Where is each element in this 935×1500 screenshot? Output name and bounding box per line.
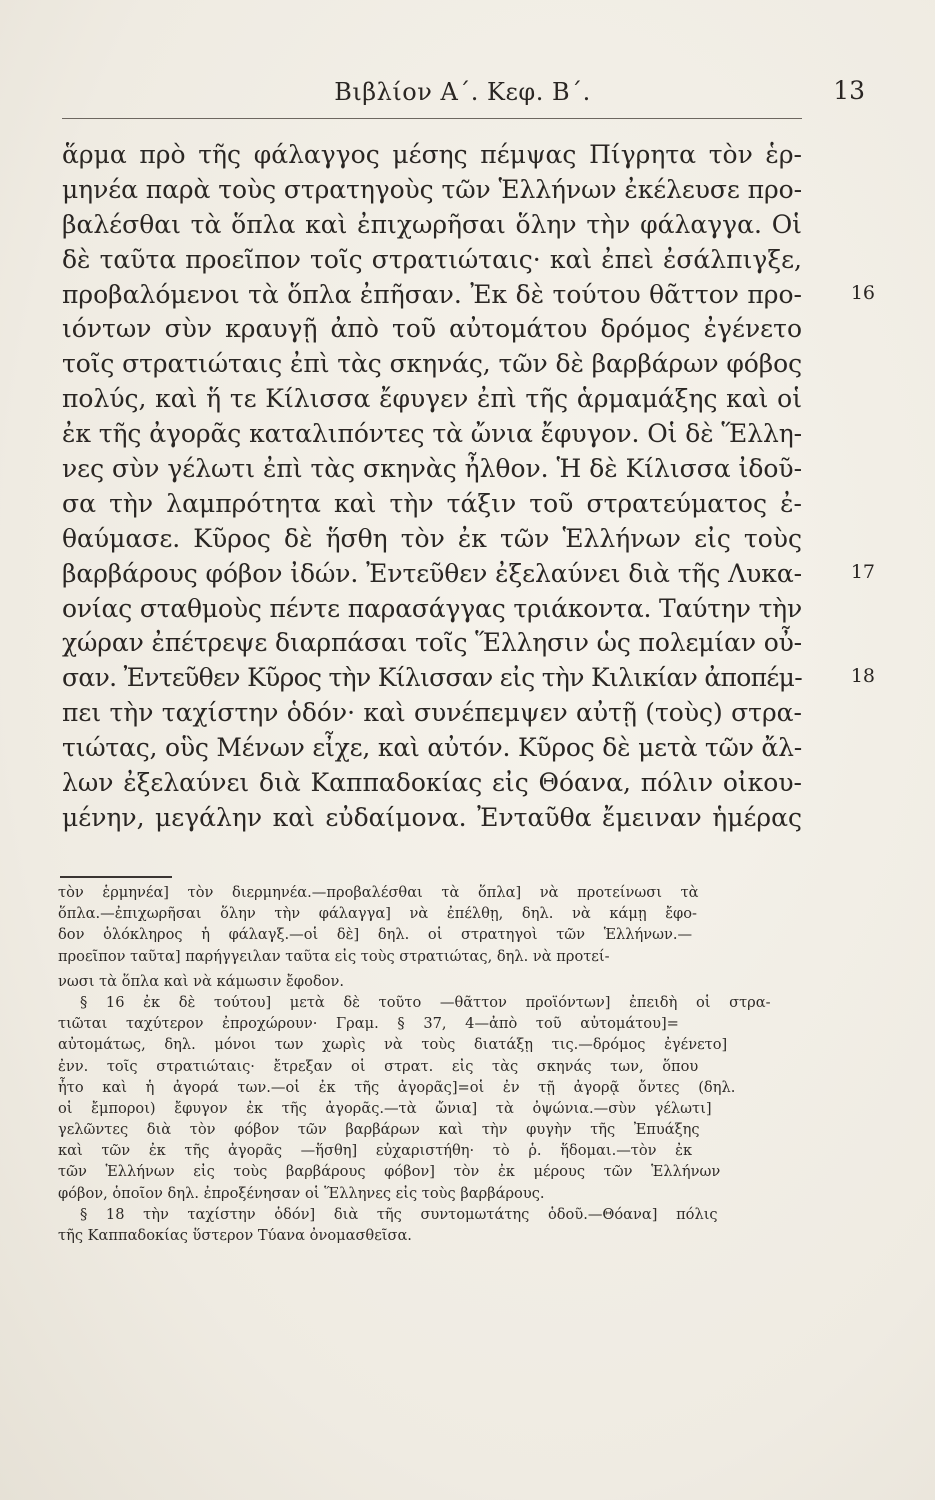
footnote-line: αὐτομάτως, δηλ. μόνοι των χωρὶς νὰ τοὺς διατάξῃ τις.—δρόμος ἐγένετο] — [58, 1036, 728, 1054]
text-line — [62, 731, 837, 766]
text-line — [62, 696, 837, 731]
section-number: 17 — [850, 560, 875, 583]
text-line-content: βαρβάρους φόβον ἰδών. Ἐντεῦθεν ἐξελαύνει διὰ τῆς Λυκα- — [62, 558, 802, 588]
text-line — [62, 661, 875, 696]
footnote-line: ἦτο καὶ ἡ ἀγορά των.—οἱ ἐκ τῆς ἀγορᾶς]=οἱ ἐν τῇ ἀγορᾷ ὄντες (δηλ. — [58, 1078, 736, 1096]
text-line — [62, 382, 837, 417]
text-line-content: πολύς, καὶ ἥ τε Κίλισσα ἔφυγεν ἐπὶ τῆς ἁρμαμάξης καὶ οἱ — [62, 384, 802, 414]
text-line-content: ιόντων σὺν κραυγῇ ἀπὸ τοῦ αὐτομάτου δρόμος ἐγένετο — [62, 314, 802, 344]
text-line-content: βαλέσθαι τὰ ὅπλα καὶ ἐπιχωρῆσαι ὅλην τὴν φάλαγγα. Οἱ — [62, 209, 802, 239]
text-line-content: νες σὺν γέλωτι ἐπὶ τὰς σκηνὰς ἦλθον. Ἡ δὲ Κίλισσα ἰδοῦ- — [62, 454, 802, 484]
text-line-content: δὲ ταῦτα προεῖπον τοῖς στρατιώταις· καὶ ἐπεὶ ἐσάλπιγξε, — [62, 244, 802, 274]
text-line-content: πει τὴν ταχίστην ὁδόν· καὶ συνέπεμψεν αὐτῇ (τοὺς) στρα- — [62, 698, 802, 728]
running-head: Βιβλίον Α΄. Κεφ. Β΄. — [334, 78, 591, 106]
text-line-content: μένην, μεγάλην καὶ εὐδαίμονα. Ἐνταῦθα ἔμειναν ἡμέρας — [62, 802, 802, 832]
text-line-content: ἅρμα πρὸ τῆς φάλαγγος μέσης πέμψας Πίγρητα τὸν ἑρ- — [62, 140, 802, 169]
text-line — [62, 138, 837, 173]
footnote-line: προεῖπον ταῦτα] παρήγγειλαν ταῦτα εἰς τοὺς στρατιώτας, δηλ. νὰ προτεί- — [58, 947, 610, 965]
footnote-line: ὅπλα.—ἐπιχωρῆσαι ὅλην τὴν φάλαγγα] νὰ ἐπέλθῃ, δηλ. νὰ κάμῃ ἔφο- — [58, 905, 697, 923]
text-line — [62, 766, 837, 801]
footnotes-block — [58, 882, 843, 1246]
page-number: 13 — [833, 76, 865, 105]
footnote-line: φόβον, ὁποῖον δηλ. ἐπροξένησαν οἱ Ἕλληνες εἰς τοὺς βαρβάρους. — [58, 1184, 545, 1202]
text-line-content: χώραν ἐπέτρεψε διαρπάσαι τοῖς Ἕλλησιν ὡς πολεμίαν οὖ- — [62, 628, 802, 658]
section-number: 16 — [850, 281, 875, 304]
text-line — [62, 243, 837, 278]
text-line-content: σαν. Ἐντεῦθεν Κῦρος τὴν Κίλισσαν εἰς τὴν Κιλικίαν ἀποπέμ- — [62, 663, 802, 693]
text-line-content: θαύμασε. Κῦρος δὲ ἥσθη τὸν ἐκ τῶν Ἑλλήνων εἰς τοὺς — [62, 523, 802, 553]
footnote-line: γελῶντες διὰ τὸν φόβον τῶν βαρβάρων καὶ τὴν φυγὴν τῆς Ἐπυάξης — [58, 1121, 700, 1139]
text-line-content: σα τὴν λαμπρότητα καὶ τὴν τάξιν τοῦ στρατεύματος ἐ- — [62, 488, 802, 518]
text-line — [62, 487, 837, 522]
text-line — [62, 417, 837, 452]
footnote-line: § 16 ἐκ δὲ τούτου] μετὰ δὲ τοῦτο —θᾶττον προϊόντων] ἐπειδὴ οἱ στρα- — [80, 993, 771, 1011]
text-line-content: ονίας σταθμοὺς πέντε παρασάγγας τριάκοντα. Ταύτην τὴν — [62, 593, 802, 623]
text-line — [62, 208, 837, 243]
footnote-line: § 18 τὴν ταχίστην ὁδόν] διὰ τῆς συντομωτάτης ὁδοῦ.—Θόανα] πόλις — [80, 1205, 718, 1223]
footnote-line: δον ὁλόκληρος ἡ φάλαγξ.—οἱ δὲ] δηλ. οἱ στρατηγοὶ τῶν Ἑλλήνων.— — [58, 926, 693, 944]
footnote-line: τῶν Ἑλλήνων εἰς τοὺς βαρβάρους φόβον] τὸν ἐκ μέρους τῶν Ἑλλήνων — [58, 1163, 721, 1181]
footnote-line: οἱ ἔμποροι) ἔφυγον ἐκ τῆς ἀγορᾶς.—τὰ ὤνια] τὰ ὀψώνια.—σὺν γέλωτι] — [58, 1099, 712, 1117]
footnote-separator — [60, 876, 172, 878]
text-line — [62, 452, 837, 487]
header-rule — [62, 118, 802, 119]
text-line — [62, 592, 837, 627]
section-number: 18 — [850, 665, 875, 688]
footnote-line: ἐνν. τοῖς στρατιώταις· ἔτρεξαν οἱ στρατ. εἰς τὰς σκηνάς των, ὅπου — [58, 1057, 699, 1075]
text-line — [62, 347, 837, 382]
footnote-line: καὶ τῶν ἐκ τῆς ἀγορᾶς —ἥσθη] εὐχαριστήθη· τὸ ῥ. ἥδομαι.—τὸν ἐκ — [58, 1142, 693, 1160]
text-line — [62, 173, 837, 208]
footnote-line: τιῶται ταχύτερον ἐπροχώρουν· Γραμ. § 37, 4—ἀπὸ τοῦ αὐτομάτου]= — [58, 1015, 679, 1033]
page-header — [60, 72, 865, 112]
text-line-content: λων ἐξελαύνει διὰ Καππαδοκίας εἰς Θόανα, πόλιν οἰκου- — [62, 768, 802, 798]
text-line — [62, 557, 875, 592]
text-line-content: τοῖς στρατιώταις ἐπὶ τὰς σκηνάς, τῶν δὲ βαρβάρων φόβος — [62, 349, 803, 379]
text-line-content: τιώτας, οὓς Μένων εἶχε, καὶ αὐτόν. Κῦρος δὲ μετὰ τῶν ἄλ- — [62, 733, 802, 763]
text-line — [62, 312, 837, 347]
text-line — [62, 522, 837, 557]
text-line — [62, 626, 837, 661]
text-line-content: μηνέα παρὰ τοὺς στρατηγοὺς τῶν Ἑλλήνων ἐκέλευσε προ- — [62, 174, 802, 204]
footnote-line: τῆς Καππαδοκίας ὕστερον Τύανα ὀνομασθεῖσα. — [58, 1227, 412, 1244]
footnote-line: νωσι τὰ ὅπλα καὶ νὰ κάμωσιν ἔφοδον. — [58, 972, 344, 990]
main-text-block — [62, 138, 875, 836]
text-line — [62, 278, 875, 313]
footnote-line: τὸν ἑρμηνέα] τὸν διερμηνέα.—προβαλέσθαι τὰ ὅπλα] νὰ προτείνωσι τὰ — [58, 884, 699, 901]
text-line-content: προβαλόμενοι τὰ ὅπλα ἐπῆσαν. Ἐκ δὲ τούτου θᾶττον προ- — [62, 279, 802, 309]
text-line-content: ἐκ τῆς ἀγορᾶς καταλιπόντες τὰ ὤνια ἔφυγον. Οἱ δὲ Ἕλλη- — [62, 419, 803, 449]
text-line — [62, 801, 837, 836]
